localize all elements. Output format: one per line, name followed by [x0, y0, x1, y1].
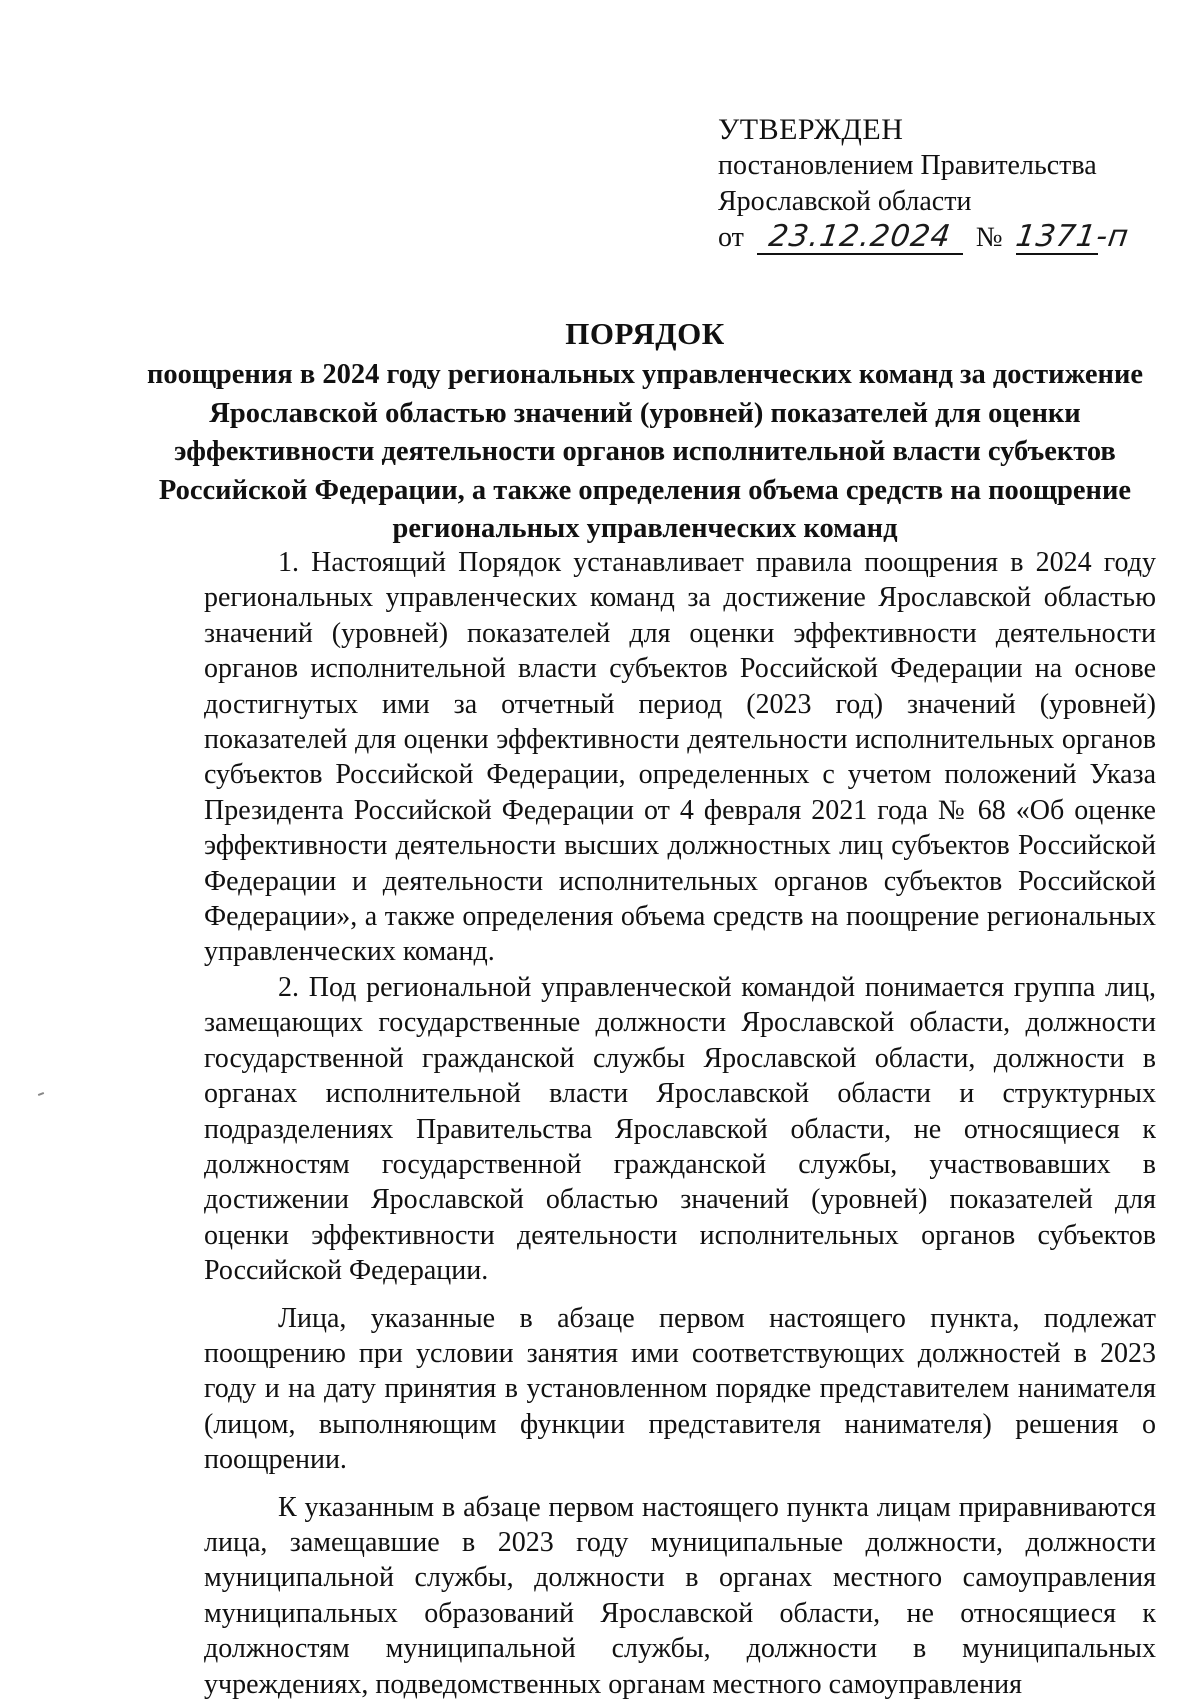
handwritten-number: 1371-п [1013, 219, 1131, 254]
paragraph-2: 2. Под региональной управленческой командой понимается группа лиц, замещающих государственные должности Ярославской области, должности государственной гражданской службы Ярославской области, должности в органах исполнительной власти Ярославской области и структурных подразделениях Правительства Ярославской области, не относящиеся к должностям государственной гражданской службы, участвовавших в достижении Ярославской областью значений (уровней) показателей для оценки эффективности деятельности исполнительных органов субъектов Российской Федерации. [204, 971, 1156, 1287]
approval-line-2: Ярославской области [718, 186, 972, 217]
document-heading [130, 312, 1160, 549]
paragraph-1: 1. Настоящий Порядок устанавливает правила поощрения в 2024 году региональных управленческих команд за достижение Ярославской областью значений (уровней) показателей для оценки эффективности деятельности органов исполнительной власти субъектов Российской Федерации на основе достигнутых ими за отчетный период (2023 год) значений (уровней) показателей для оценки эффективности деятельности исполнительных органов субъектов Российской Федерации, определенных с учетом положений Указа Президента Российской Федерации от 4 февраля 2021 года № 68 «Об оценке эффективности деятельности высших должностных лиц субъектов Российской Федерации и деятельности исполнительных органов субъектов Российской Федерации», а также определения объема средств на поощрение региональных управленческих команд. [204, 547, 1156, 968]
paragraph-4: К указанным в абзаце первом настоящего пункта лицам приравниваются лица, замещавшие в 2023 году муниципальные должности, должности муниципальной службы, должности в органах местного самоуправления муниципальных образований Ярославской области, не относящиеся к должностям муниципальной службы, должности в муниципальных учреждениях, подведомственных органам местного самоуправления [204, 1491, 1156, 1700]
approval-title: УТВЕРЖДЕН [718, 113, 904, 146]
date-prefix: от [718, 222, 744, 253]
date-underline [757, 219, 963, 255]
document-title: ПОРЯДОК [565, 316, 725, 351]
number-underline [1013, 219, 1131, 255]
paragraph-3: Лица, указанные в абзаце первом настоящего пункта, подлежат поощрению при условии занятия ими соответствующих должностей в 2023 году и на дату принятия в установленном порядке представителем нанимателя (лицом, выполняющим функции представителя нанимателя) решения о поощрении. [204, 1302, 1156, 1476]
document-subtitle: поощрения в 2024 году региональных управленческих команд за достижение Ярославской областью значений (уровней) показателей для оценки эффективности деятельности органов исполнительной власти субъектов Российской Федерации, а также определения объема средств на поощрение региональных управленческих команд [146, 359, 1144, 544]
document-body [204, 545, 1156, 1702]
handwritten-date: 23.12.2024 [766, 219, 954, 254]
approval-line-1: постановлением Правительства [718, 150, 1097, 181]
approval-stamp [718, 112, 1158, 256]
number-sign: № [975, 222, 1003, 253]
approval-date-line [718, 220, 1158, 256]
scan-speck [38, 1092, 44, 1096]
